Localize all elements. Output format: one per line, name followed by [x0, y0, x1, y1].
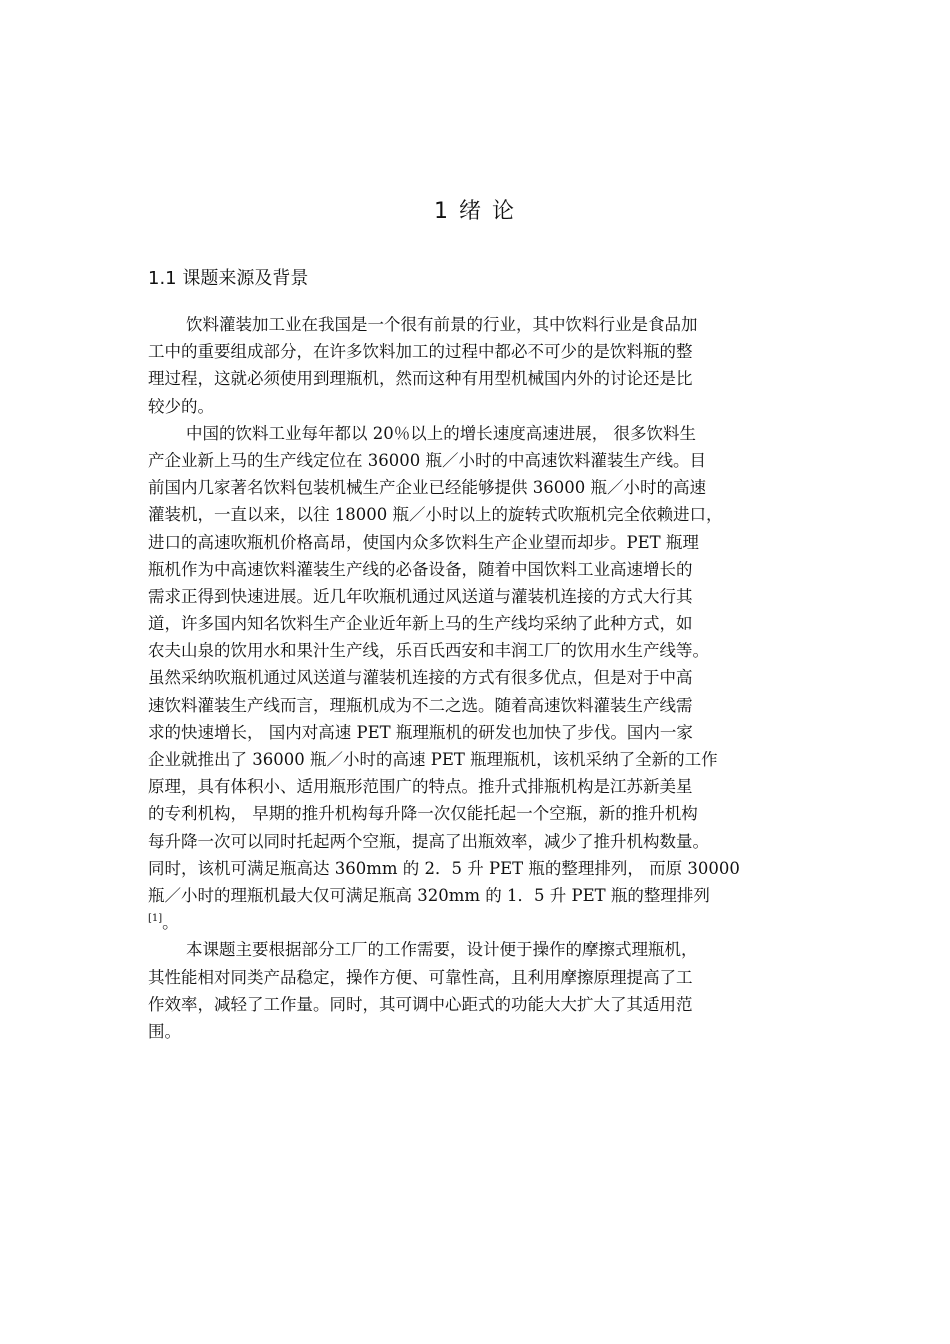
paragraph-2-line: 瓶／小时的理瓶机最大仅可满足瓶高 320mm 的 1．5 升 PET 瓶的整理排列	[148, 885, 710, 905]
chapter-title: 1 绪 论	[434, 199, 516, 224]
paragraph-3-line: 其性能相对同类产品稳定，操作方便、可靠性高，且利用摩擦原理提高了工	[148, 967, 693, 987]
section-title: 1.1 课题来源及背景	[148, 268, 309, 289]
paragraph-1-line: 饮料灌装加工业在我国是一个很有前景的行业，其中饮料行业是食品加	[186, 315, 698, 334]
paragraph-1-line: 理过程，这就必须使用到理瓶机，然而这种有用型机械国内外的讨论还是比	[148, 369, 693, 389]
paragraph-2-last-line	[148, 909, 798, 936]
paragraph-2-line: 中国的饮料工业每年都以 20％以上的增长速度高速进展， 很多饮料生	[186, 423, 696, 443]
paragraph-3-line: 围。	[148, 1021, 181, 1041]
paragraph-1-line: 工中的重要组成部分，在许多饮料加工的过程中都必不可少的是饮料瓶的整	[148, 342, 693, 362]
paragraph-2-line: 的专利机构， 早期的推升机构每升降一次仅能托起一个空瓶，新的推升机构	[148, 804, 698, 824]
paragraph-2-line: 进口的高速吹瓶机价格高昂，使国内众多饮料生产企业望而却步。PET 瓶理	[148, 532, 699, 552]
paragraph-2-line: 需求正得到快速进展。近几年吹瓶机通过风送道与灌装机连接的方式大行其	[148, 586, 693, 606]
paragraph-2-line: 虽然采纳吹瓶机通过风送道与灌装机连接的方式有很多优点，但是对于中高	[148, 668, 693, 688]
paragraph-2-line: 产企业新上马的生产线定位在 36000 瓶／小时的中高速饮料灌装生产线。目	[148, 450, 706, 470]
paragraph-2-line: 企业就推出了 36000 瓶／小时的高速 PET 瓶理瓶机，该机采纳了全新的工作	[148, 750, 718, 769]
paragraph-2-line: 道，许多国内知名饮料生产企业近年新上马的生产线均采纳了此种方式，如	[148, 614, 693, 634]
paragraph-2-line: 速饮料灌装生产线而言，理瓶机成为不二之选。随着高速饮料灌装生产线需	[148, 695, 693, 715]
paragraph-2-line: 灌装机，一直以来，以往 18000 瓶／小时以上的旋转式吹瓶机完全依赖进口，	[148, 505, 723, 525]
citation-reference[interactable]: [1]	[148, 913, 163, 925]
paragraph-2-line: 原理，具有体积小、适用瓶形范围广的特点。推升式排瓶机构是江苏新美星	[148, 777, 693, 797]
paragraph-2-line: 瓶机作为中高速饮料灌装生产线的必备设备，随着中国饮料工业高速增长的	[148, 559, 693, 579]
paragraph-2-line: 求的快速增长， 国内对高速 PET 瓶理瓶机的研发也加快了步伐。国内一家	[148, 722, 693, 742]
paragraph-2-line: 同时，该机可满足瓶高达 360mm 的 2．5 升 PET 瓶的整理排列， 而原 30000	[148, 858, 740, 878]
paragraph-2-end: 。	[162, 913, 179, 933]
paragraph-2-line: 前国内几家著名饮料包装机械生产企业已经能够提供 36000 瓶／小时的高速	[148, 478, 706, 498]
paragraph-1-line: 较少的。	[148, 396, 214, 416]
paragraph-2-line: 每升降一次可以同时托起两个空瓶，提高了出瓶效率，减少了推升机构数量。	[148, 831, 709, 851]
paragraph-3-line: 作效率，减轻了工作量。同时，其可调中心距式的功能大大扩大了其适用范	[148, 994, 693, 1014]
paragraph-2-line: 农夫山泉的饮用水和果汁生产线，乐百氏西安和丰润工厂的饮用水生产线等。	[148, 641, 709, 661]
paragraph-3-line: 本课题主要根据部分工厂的工作需要，设计便于操作的摩擦式理瓶机，	[186, 940, 698, 960]
body-text	[148, 311, 798, 1045]
